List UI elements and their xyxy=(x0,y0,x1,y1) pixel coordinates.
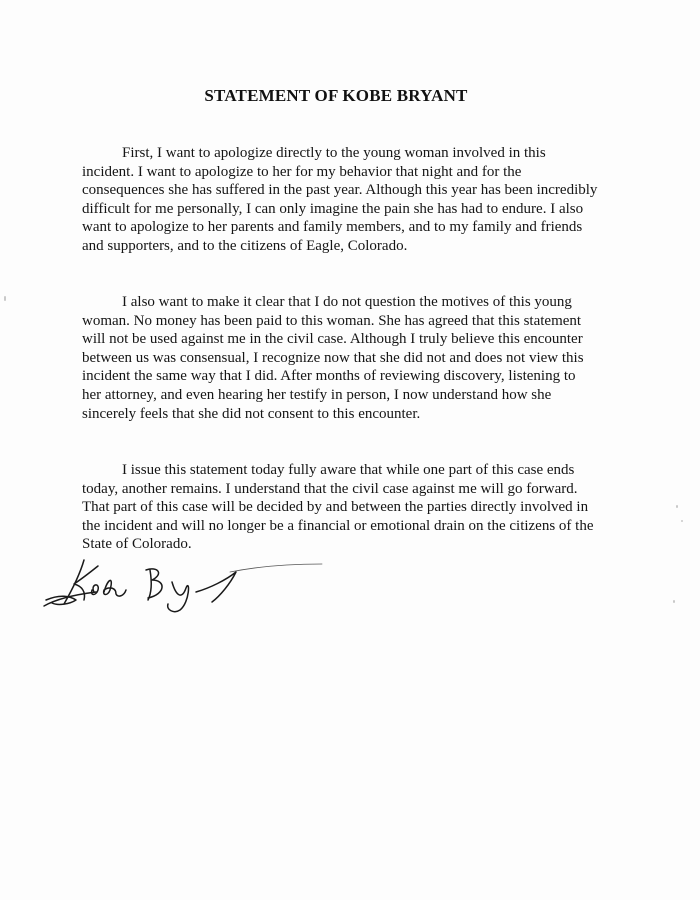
statement-paragraph-1: First, I want to apologize directly to the young woman involved in this incident. I want to apologize to her for my behavior that night and for the consequences she has suffered in the past year. Although this year has been incredibly difficult for me personally, I can only imagine the pain she has had to endure. I also want to apologize to her parents and family members, and to my family and friends and supporters, and to the citizens of Eagle, Colorado. xyxy=(82,145,598,254)
handwritten-signature-icon xyxy=(40,548,340,618)
scan-speck xyxy=(676,505,678,508)
statement-paragraph-3: I issue this statement today fully aware that while one part of this case ends today, another remains. I understand that the civil case against me will go forward. That part of this case will be decided by and between the parties directly involved in the incident and will no longer be a financial or emotional drain on the citizens of the State of Colorado. xyxy=(82,462,594,553)
statement-paragraph-2: I also want to make it clear that I do not question the motives of this young woman. No money has been paid to this woman. She has agreed that this statement will not be used against me in the civil case. Although I truly believe this encounter between us was consensual, I recognize now that she did not and does not view this incident the same way that I did. After months of reviewing discovery, listening to her attorney, and even hearing her testify in person, I now understand how she sincerely feels that she did not consent to this encounter. xyxy=(82,294,584,422)
scan-speck xyxy=(673,600,675,603)
document-title: STATEMENT OF KOBE BRYANT xyxy=(204,86,468,105)
scan-speck xyxy=(4,296,6,301)
scan-speck xyxy=(681,520,683,522)
